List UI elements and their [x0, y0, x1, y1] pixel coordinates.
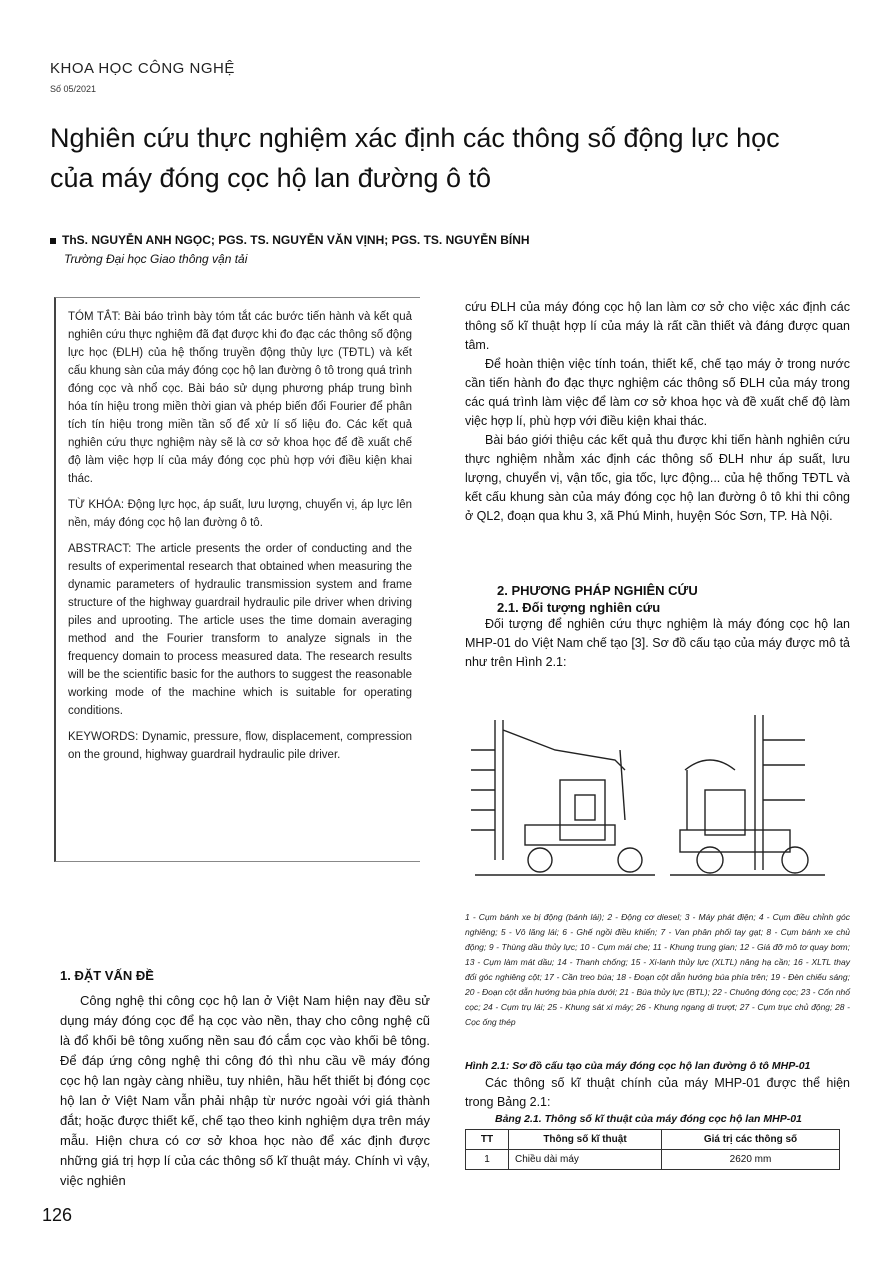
bullet-square-icon	[50, 238, 56, 244]
tomtat-label: TÓM TẮT:	[68, 311, 121, 323]
spec-table	[465, 1129, 840, 1170]
table-header-value: Giá trị các thông số	[662, 1130, 840, 1150]
section-1	[60, 968, 430, 1191]
tukhoa-text: Động lực học, áp suất, lưu lượng, chuyển vị, áp lực lên nền, máy đóng cọc hộ lan đường ô tô.	[68, 499, 412, 529]
tukhoa-paragraph	[68, 496, 412, 532]
right-paragraph-2: Để hoàn thiện việc tính toán, thiết kế, chế tạo máy ở trong nước cần tiến hành đo đạc thực nghiệm các thông số ĐLH của máy trong các quá trình làm việc để làm cơ sở khoa học và đề xuất chế độ làm việc hợp lí, phù hợp với điều kiện khai thác.	[465, 357, 850, 428]
table-header-param: Thông số kĩ thuật	[509, 1130, 662, 1150]
table-cell: Chiều dài máy	[509, 1150, 662, 1170]
abstract-text: The article presents the order of conducting and the results of experimental research that obtained when measuring the dynamic parameters of hydraulic transmission system and frame structure of the highway guardrail hydraulic pile driver when driving piles and uprooting. The article uses the time domain averaging method and the Fourier transform to analyze signals in the frequency domain to process measured data. The research results will be the scientific basic for the authors to suggest the reasonable working mode of the machine which is suitable for operating conditions.	[68, 543, 412, 717]
section-2-1-paragraph: Đối tượng để nghiên cứu thực nghiệm là máy đóng cọc hộ lan MHP-01 do Việt Nam chế tạo [3]. Sơ đồ cấu tạo của máy được mô tả như trên Hình 2.1:	[465, 617, 850, 669]
abstract-paragraph	[68, 540, 412, 720]
article-title	[50, 118, 860, 198]
right-paragraph-3: Bài báo giới thiệu các kết quả thu được khi tiến hành nghiên cứu thực nghiệm nhằm xác định các thông số ĐLH như áp suất, lưu lượng, chuyển vị, vận tốc, gia tốc, lực động... của hệ thống TĐTL và kết cấu khung sàn của máy đóng cọc hộ lan đường ô tô khi thi công ở QL2, đoạn qua khu 3, xã Phú Minh, huyện Sóc Sơn, TP. Hà Nội.	[465, 433, 850, 523]
keywords-label: KEYWORDS:	[68, 731, 139, 743]
tomtat-text: Bài báo trình bày tóm tắt các bước tiến hành và kết quả nghiên cứu thực nghiệm đã đạt được khi đo đạc các thông số động lực học (ĐLH) của hệ thống truyền động thủy lực (TĐTL) và kết cấu khung sàn của máy đóng cọc hộ lan đường ô tô trong quá trình đóng cọc và nhổ cọc. Bài báo sử dụng phương pháp trung bình hóa tín hiệu trong miền thời gian và phép biến đổi Fourier để phân tích tín hiệu trong miền tần số để xử lí số liệu đo. Các kết quả nghiên cứu thực nghiệm này sẽ là cơ sở khoa học để đề xuất chế độ làm việc hợp lí của máy đóng cọc phù hợp với điều kiện khai thác.	[68, 311, 412, 485]
page-number: 126	[42, 1205, 73, 1225]
tukhoa-label: TỪ KHÓA:	[68, 499, 125, 511]
machine-diagram	[465, 710, 850, 900]
authors	[50, 233, 530, 247]
table-row	[466, 1150, 840, 1170]
machine-diagram-svg	[465, 710, 850, 900]
section-1-paragraph: Công nghệ thi công cọc hộ lan ở Việt Nam hiện nay đều sử dụng máy đóng cọc để hạ cọc vào nền, thay cho công nghệ cũ là đổ khối bê tông xuống nền sau đó cắm cọc vào khối bê tông. Để đáp ứng công nghệ thi công đó thì nhu cầu về máy đóng cọc hộ lan ngày càng nhiều, tuy nhiên, hầu hết thiết bị đóng cọc hộ lan ở Việt Nam vẫn phải nhập từ nước ngoài với giá thành đắt; hoặc được thiết kế, chế tạo theo kinh nghiệm dựa trên máy mẫu. Hiện chưa có cơ sở khoa học nào để xác định được những giá trị hợp lí của các thông số kĩ thuật máy. Chính vì vậy, việc nghiên	[60, 993, 430, 1188]
table-header-row	[466, 1130, 840, 1150]
section-2-heading: 2. PHƯƠNG PHÁP NGHIÊN CỨU	[497, 583, 698, 598]
figure-and-table-area	[465, 1060, 850, 1170]
authors-text: ThS. NGUYỄN ANH NGỌC; PGS. TS. NGUYỄN VĂN VỊNH; PGS. TS. NGUYỄN BÍNH	[62, 233, 530, 247]
keywords-paragraph	[68, 728, 412, 764]
table-intro-paragraph: Các thông số kĩ thuật chính của máy MHP-01 được thể hiện trong Bảng 2.1:	[465, 1076, 850, 1109]
section-2	[465, 583, 850, 672]
keywords-text: Dynamic, pressure, flow, displacement, compression on the ground, highway guardrail hydraulic pile driver.	[68, 731, 412, 761]
affiliation: Trường Đại học Giao thông vận tải	[64, 252, 248, 266]
figure-legend: 1 - Cụm bánh xe bị động (bánh lái); 2 - Động cơ diesel; 3 - Máy phát điện; 4 - Cụm điều chỉnh góc nghiêng; 5 - Vô lăng lái; 6 - Ghế ngồi điều khiển; 7 - Van phân phối tay gạt; 8 - Cụm bánh xe chủ động; 9 - Thùng dầu thủy lực; 10 - Cụm mái che; 11 - Khung trung gian; 12 - Giá đỡ mô tơ quay bơm; 13 - Cụm làm mát dầu; 14 - Thanh chống; 15 - Xi-lanh thủy lực (XLTL) nâng hạ cần; 16 - XLTL thay đổi góc nghiêng cột; 17 - Cần treo búa; 18 - Đoạn cột dẫn hướng búa phía trên; 19 - Đèn chiếu sáng; 20 - Đoạn cột dẫn hướng búa phía dưới; 21 - Búa thủy lực (BTL); 22 - Chuông đóng cọc; 23 - Cốn nhổ cọc; 24 - Cụm trụ lái; 25 - Khung sát xi máy; 26 - Khung ngang di trượt; 27 - Cụm trục chủ động; 28 - Cọc ống thép	[465, 912, 850, 1027]
title-line-2: của máy đóng cọc hộ lan đường ô tô	[50, 163, 492, 193]
right-paragraph-1: cứu ĐLH của máy đóng cọc hộ lan làm cơ sở cho việc xác định các thông số kĩ thuật hợp lí của máy là rất cần thiết và đáng được quan tâm.	[465, 300, 850, 352]
section-2-1-heading: 2.1. Đối tượng nghiên cứu	[497, 600, 661, 615]
issue-number: Số 05/2021	[50, 84, 97, 94]
journal-name: KHOA HỌC CÔNG NGHỆ	[50, 60, 235, 77]
title-line-1: Nghiên cứu thực nghiệm xác định các thông số động lực học	[50, 123, 780, 153]
abstract-box	[54, 297, 420, 862]
figure-caption: Hình 2.1: Sơ đồ cấu tạo của máy đóng cọc hộ lan đường ô tô MHP-01	[465, 1060, 811, 1072]
table-header-tt: TT	[466, 1130, 509, 1150]
table-cell: 1	[466, 1150, 509, 1170]
right-column-top	[465, 298, 850, 526]
abstract-label: ABSTRACT:	[68, 543, 132, 555]
tomtat-paragraph	[68, 308, 412, 488]
table-cell: 2620 mm	[662, 1150, 840, 1170]
table-caption: Bảng 2.1. Thông số kĩ thuật của máy đóng cọc hộ lan MHP-01	[495, 1113, 802, 1125]
section-1-heading: 1. ĐẶT VẤN ĐỀ	[60, 968, 154, 983]
